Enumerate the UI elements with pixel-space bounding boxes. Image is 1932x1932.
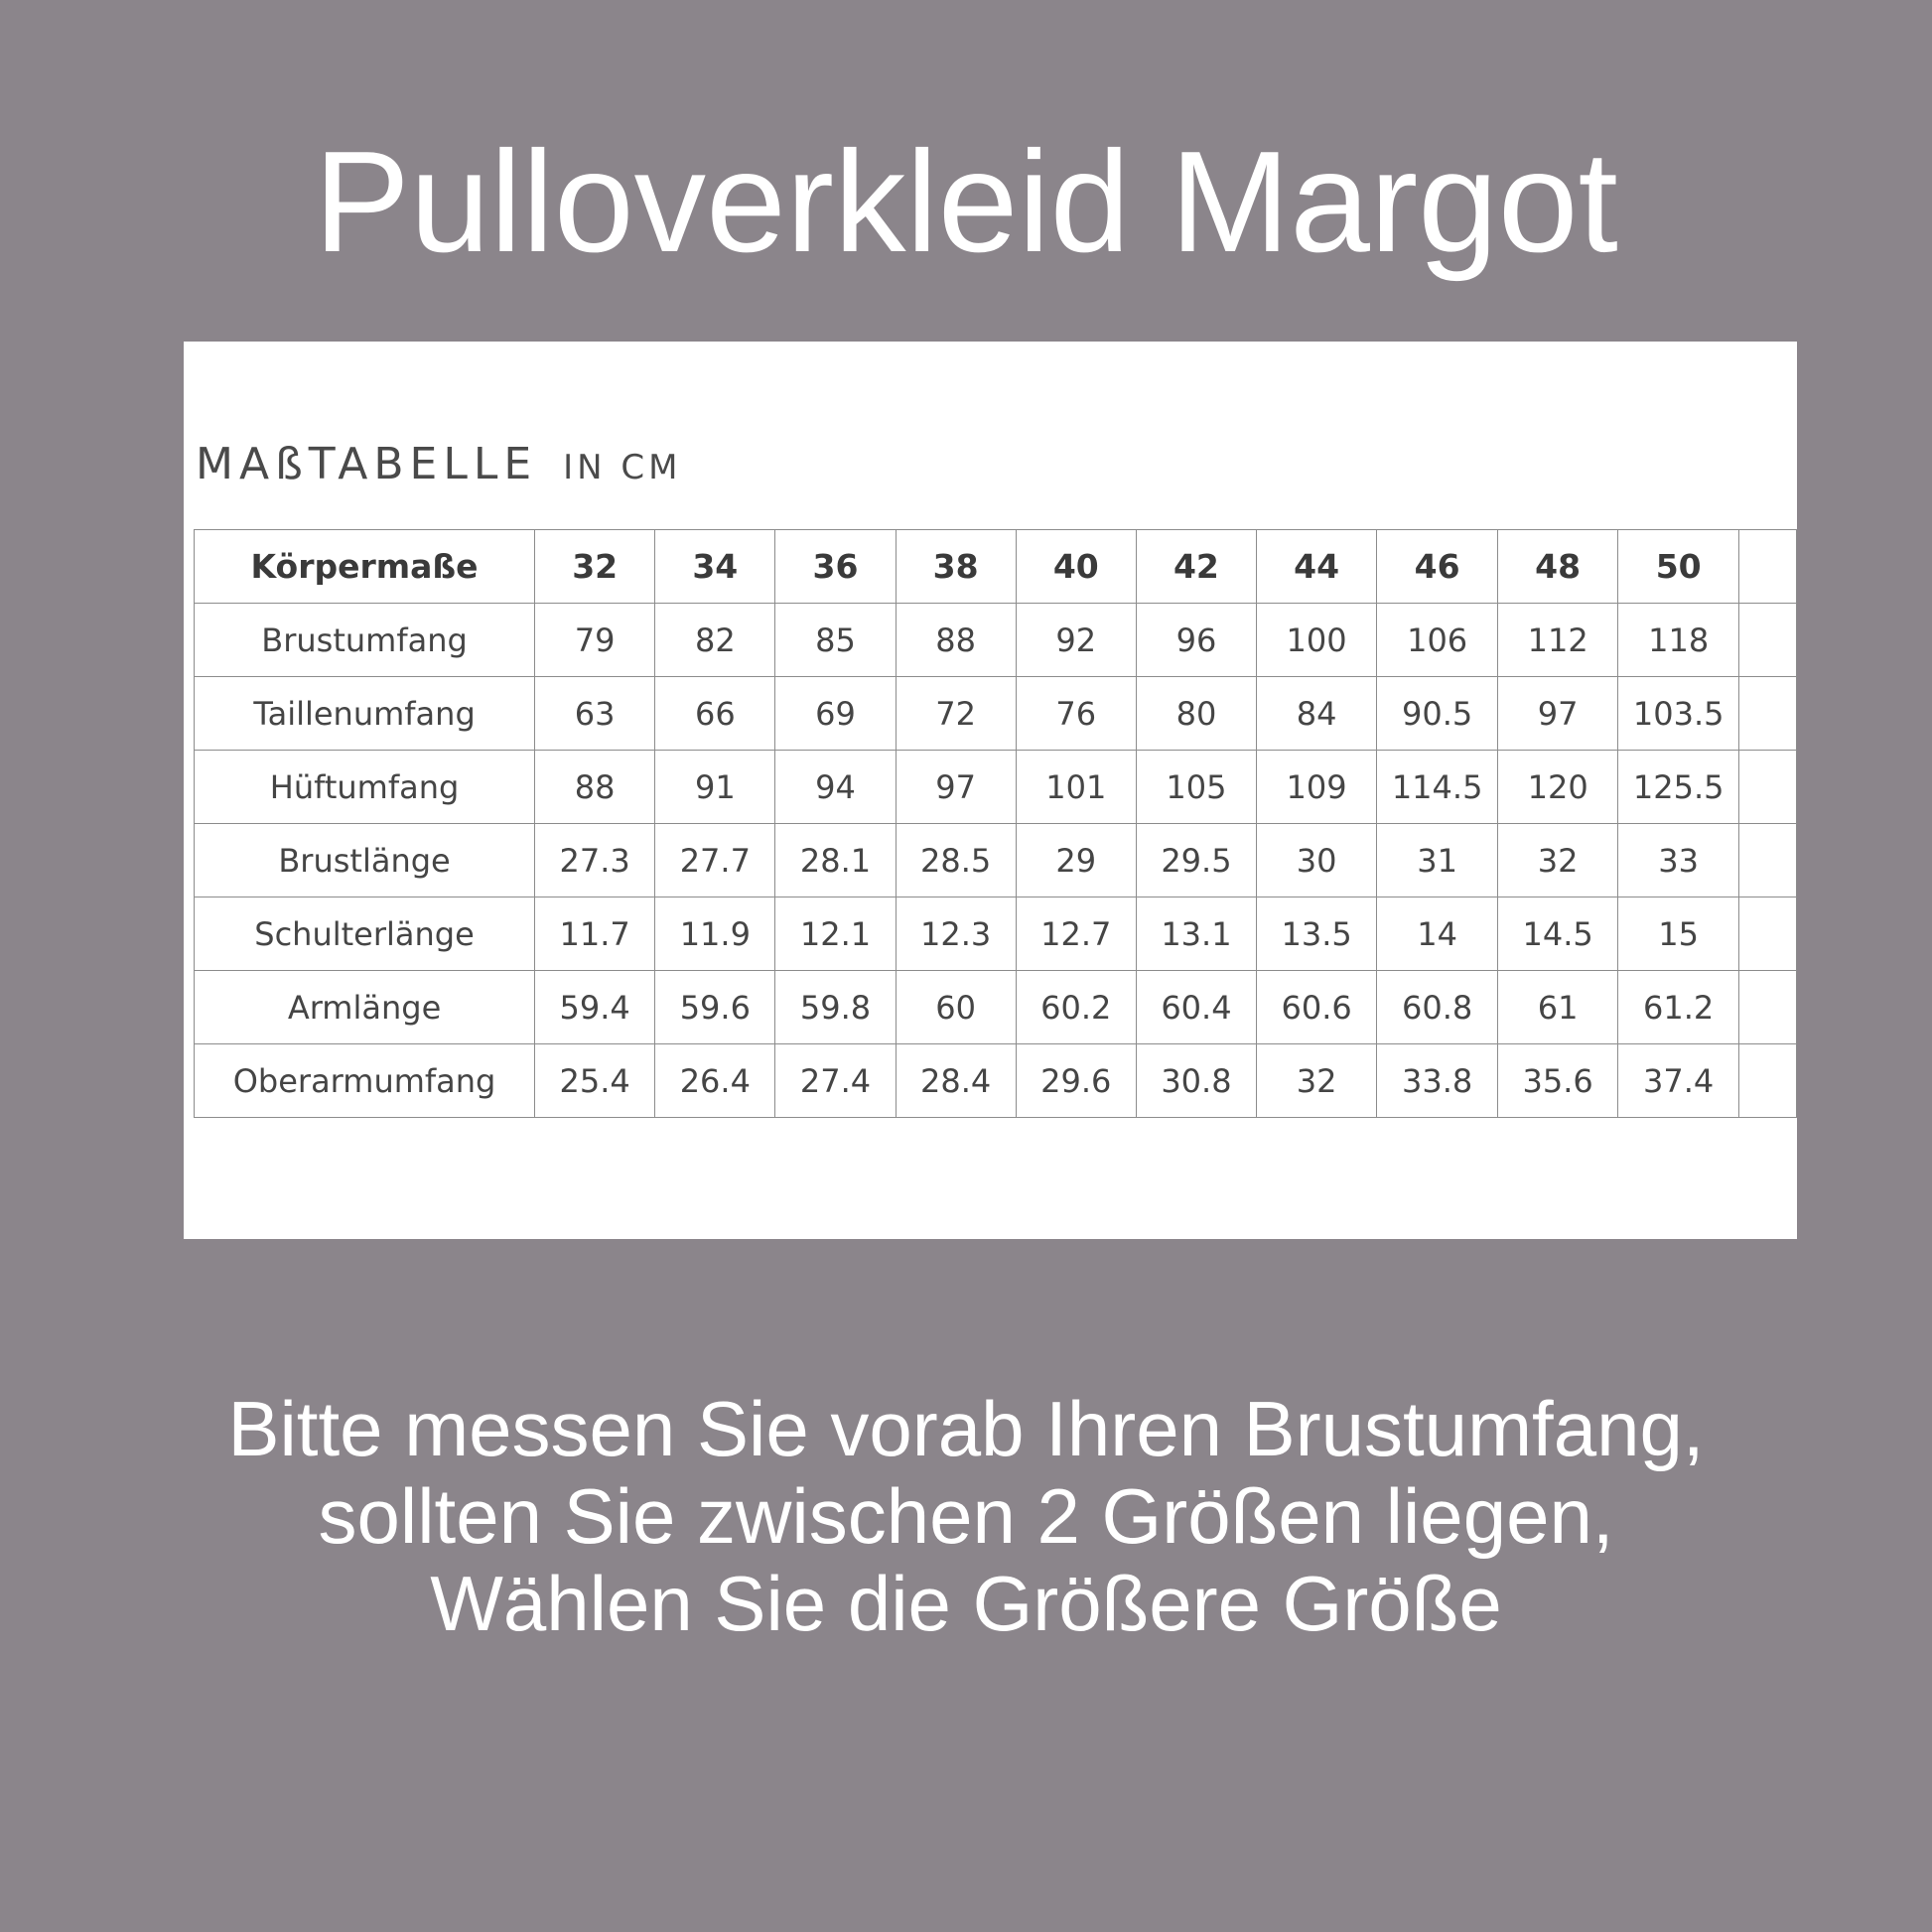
table-cell: 60.4 — [1136, 971, 1256, 1044]
table-row — [195, 604, 1797, 677]
table-cell: 30.8 — [1136, 1044, 1256, 1118]
table-cell: 11.7 — [535, 897, 655, 971]
table-cell: 28.5 — [896, 824, 1016, 897]
table-cell: 109 — [1257, 751, 1377, 824]
table-header-row — [195, 530, 1797, 604]
size-chart-heading — [196, 439, 682, 489]
table-cell: 27.3 — [535, 824, 655, 897]
row-label: Armlänge — [195, 971, 535, 1044]
table-cell: 61.2 — [1618, 971, 1739, 1044]
sizing-note-line: Wählen Sie die Größere Größe — [430, 1560, 1502, 1647]
table-cell: 59.8 — [775, 971, 896, 1044]
size-header: 34 — [655, 530, 775, 604]
size-chart-unit: IN CM — [563, 448, 682, 487]
size-header: 46 — [1377, 530, 1498, 604]
table-cell: 15 — [1618, 897, 1739, 971]
table-cell: 35.6 — [1498, 1044, 1618, 1118]
cropped-column-cell — [1739, 604, 1797, 677]
table-cell: 112 — [1498, 604, 1618, 677]
table-cell: 97 — [1498, 677, 1618, 751]
table-cell: 30 — [1257, 824, 1377, 897]
table-cell: 12.1 — [775, 897, 896, 971]
table-cell: 69 — [775, 677, 896, 751]
table-cell: 12.3 — [896, 897, 1016, 971]
table-cell: 14 — [1377, 897, 1498, 971]
table-row — [195, 824, 1797, 897]
table-cell: 29.5 — [1136, 824, 1256, 897]
table-cell: 63 — [535, 677, 655, 751]
cropped-column-cell — [1739, 1044, 1797, 1118]
table-cell: 79 — [535, 604, 655, 677]
table-row — [195, 897, 1797, 971]
table-cell: 105 — [1136, 751, 1256, 824]
size-header: 32 — [535, 530, 655, 604]
table-cell: 96 — [1136, 604, 1256, 677]
table-cell: 101 — [1016, 751, 1136, 824]
sizing-note — [0, 1385, 1932, 1647]
size-header: 44 — [1257, 530, 1377, 604]
table-cell: 12.7 — [1016, 897, 1136, 971]
table-cell: 118 — [1618, 604, 1739, 677]
table-cell: 29.6 — [1016, 1044, 1136, 1118]
table-cell: 25.4 — [535, 1044, 655, 1118]
cropped-column-cell — [1739, 751, 1797, 824]
table-cell: 103.5 — [1618, 677, 1739, 751]
table-cell: 100 — [1257, 604, 1377, 677]
table-cell: 61 — [1498, 971, 1618, 1044]
size-header: 36 — [775, 530, 896, 604]
table-cell: 72 — [896, 677, 1016, 751]
header-label: Körpermaße — [195, 530, 535, 604]
sizing-note-line: Bitte messen Sie vorab Ihren Brustumfang, — [227, 1385, 1705, 1472]
row-label: Taillenumfang — [195, 677, 535, 751]
table-cell: 27.7 — [655, 824, 775, 897]
table-cell: 13.5 — [1257, 897, 1377, 971]
table-cell: 33 — [1618, 824, 1739, 897]
table-cell: 60 — [896, 971, 1016, 1044]
table-cell: 90.5 — [1377, 677, 1498, 751]
table-cell: 60.2 — [1016, 971, 1136, 1044]
table-row — [195, 751, 1797, 824]
table-cell: 59.4 — [535, 971, 655, 1044]
table-cell: 92 — [1016, 604, 1136, 677]
table-cell: 88 — [896, 604, 1016, 677]
table-cell: 32 — [1257, 1044, 1377, 1118]
size-chart-title: MAßTABELLE — [196, 439, 538, 489]
table-cell: 106 — [1377, 604, 1498, 677]
row-label: Hüftumfang — [195, 751, 535, 824]
table-cell: 29 — [1016, 824, 1136, 897]
table-cell: 114.5 — [1377, 751, 1498, 824]
size-header: 48 — [1498, 530, 1618, 604]
table-cell: 66 — [655, 677, 775, 751]
table-cell: 125.5 — [1618, 751, 1739, 824]
sizing-note-line: sollten Sie zwischen 2 Größen liegen, — [318, 1472, 1614, 1560]
table-cell: 37.4 — [1618, 1044, 1739, 1118]
table-row — [195, 677, 1797, 751]
table-cell: 11.9 — [655, 897, 775, 971]
table-cell: 28.4 — [896, 1044, 1016, 1118]
cropped-column-cell — [1739, 897, 1797, 971]
table-cell: 27.4 — [775, 1044, 896, 1118]
table-cell: 32 — [1498, 824, 1618, 897]
size-chart-card — [184, 342, 1797, 1239]
table-cell: 88 — [535, 751, 655, 824]
table-cell: 76 — [1016, 677, 1136, 751]
table-cell: 82 — [655, 604, 775, 677]
table-cell: 13.1 — [1136, 897, 1256, 971]
table-row — [195, 1044, 1797, 1118]
table-cell: 33.8 — [1377, 1044, 1498, 1118]
table-cell: 60.6 — [1257, 971, 1377, 1044]
page-title: Pulloverkleid Margot — [314, 121, 1618, 282]
cropped-column-cell — [1739, 677, 1797, 751]
table-cell: 28.1 — [775, 824, 896, 897]
table-cell: 14.5 — [1498, 897, 1618, 971]
cropped-column-cell — [1739, 530, 1797, 604]
table-row — [195, 971, 1797, 1044]
row-label: Brustumfang — [195, 604, 535, 677]
table-cell: 80 — [1136, 677, 1256, 751]
size-header: 42 — [1136, 530, 1256, 604]
cropped-column-cell — [1739, 971, 1797, 1044]
size-header: 38 — [896, 530, 1016, 604]
table-cell: 97 — [896, 751, 1016, 824]
table-cell: 60.8 — [1377, 971, 1498, 1044]
row-label: Brustlänge — [195, 824, 535, 897]
table-body — [195, 604, 1797, 1118]
table-cell: 31 — [1377, 824, 1498, 897]
size-header: 40 — [1016, 530, 1136, 604]
cropped-column-cell — [1739, 824, 1797, 897]
table-cell: 84 — [1257, 677, 1377, 751]
table-cell: 26.4 — [655, 1044, 775, 1118]
table-cell: 91 — [655, 751, 775, 824]
size-header: 50 — [1618, 530, 1739, 604]
table-cell: 85 — [775, 604, 896, 677]
row-label: Oberarmumfang — [195, 1044, 535, 1118]
table-cell: 59.6 — [655, 971, 775, 1044]
table-cell: 120 — [1498, 751, 1618, 824]
row-label: Schulterlänge — [195, 897, 535, 971]
table-cell: 94 — [775, 751, 896, 824]
size-table — [194, 529, 1797, 1118]
